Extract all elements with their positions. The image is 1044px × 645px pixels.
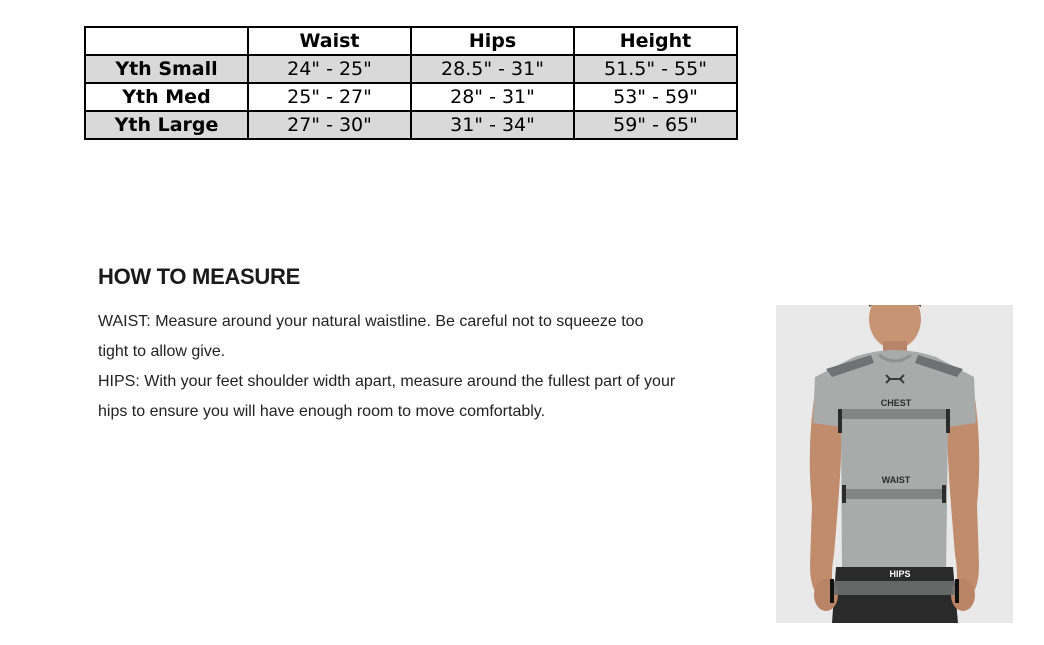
row-label: Yth Large [85, 111, 248, 139]
waist-cell: 25" - 27" [248, 83, 411, 111]
hips-label: HIPS [889, 569, 911, 579]
hips-instructions: HIPS: With your feet shoulder width apart, measure around the fullest part of your hips to ensure you will have enough room to move comfortably. [98, 373, 676, 420]
height-cell: 51.5" - 55" [574, 55, 737, 83]
table-row [85, 83, 737, 111]
row-label: Yth Med [85, 83, 248, 111]
how-to-measure-heading: HOW TO MEASURE [98, 264, 300, 289]
header-cell-waist: Waist [248, 27, 411, 55]
row-label: Yth Small [85, 55, 248, 83]
how-to-measure-text [98, 307, 678, 427]
table-header-row [85, 27, 737, 55]
waist-label: WAIST [881, 475, 911, 485]
boy-measurement-figure-icon [776, 305, 1013, 623]
chest-label: CHEST [880, 398, 912, 408]
height-cell: 53" - 59" [574, 83, 737, 111]
header-cell-hips: Hips [411, 27, 574, 55]
header-cell-height: Height [574, 27, 737, 55]
table-row [85, 55, 737, 83]
size-chart-table [84, 26, 738, 140]
waist-cell: 27" - 30" [248, 111, 411, 139]
header-cell-size [85, 27, 248, 55]
measurement-illustration [776, 305, 1013, 623]
waist-cell: 24" - 25" [248, 55, 411, 83]
hips-cell: 31" - 34" [411, 111, 574, 139]
hips-cell: 28.5" - 31" [411, 55, 574, 83]
hips-cell: 28" - 31" [411, 83, 574, 111]
height-cell: 59" - 65" [574, 111, 737, 139]
waist-instructions: WAIST: Measure around your natural waistline. Be careful not to squeeze too tight to allow give. [98, 313, 644, 360]
table-row [85, 111, 737, 139]
